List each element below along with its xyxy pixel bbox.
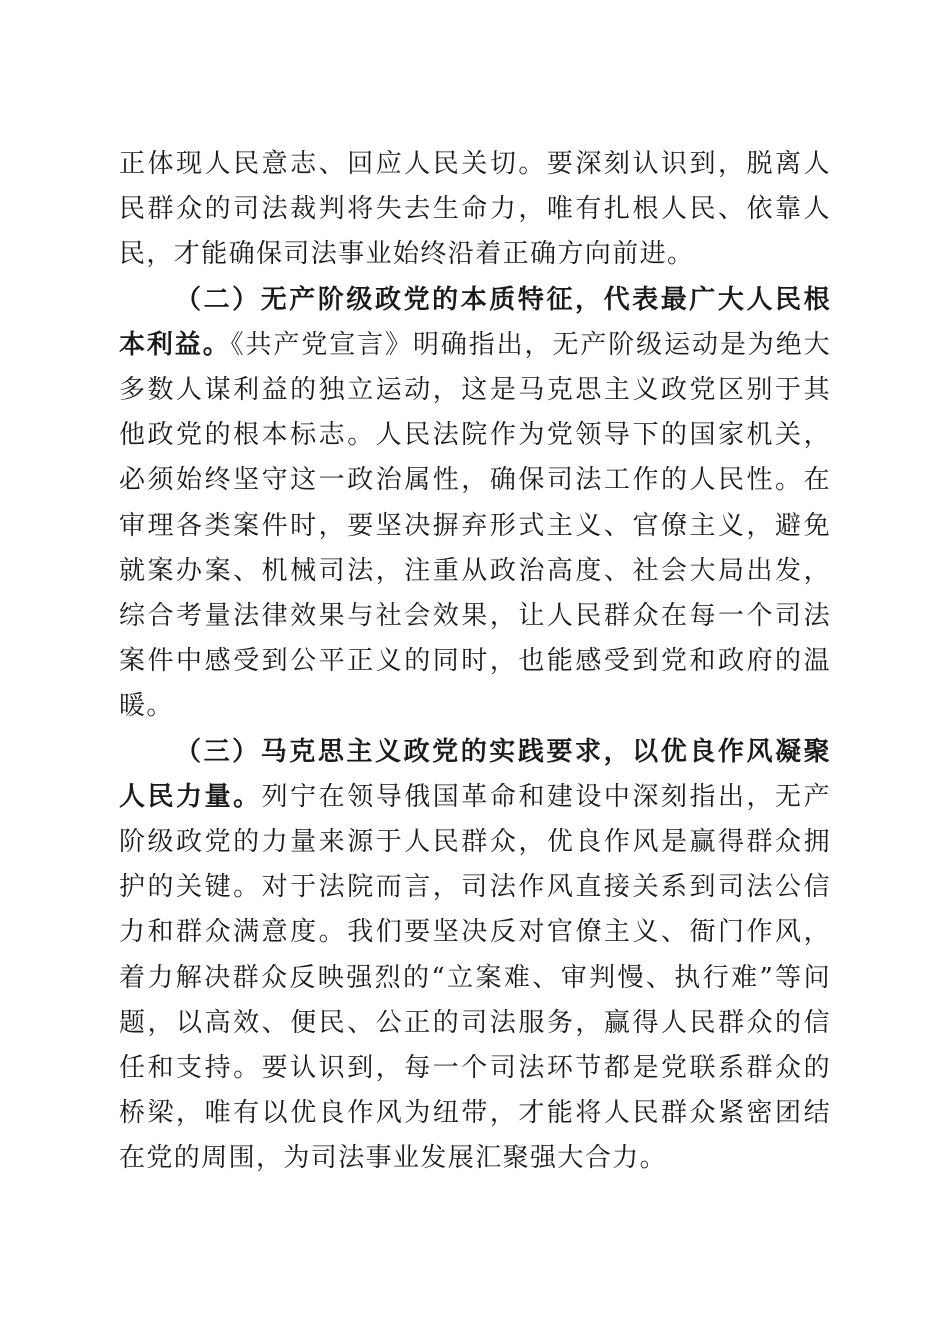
paragraph-body: 列宁在领导俄国革命和建设中深刻指出，无产阶级政党的力量来源于人民群众，优良作风是赢得群众拥护的关键。对于法院而言，司法作风直接关系到司法公信力和群众满意度。我们要坚决反对官僚主义、衙门作风，着力解决群众反映强烈的“立案难、审判慢、执行难”等问题，以高效、便民、公正的司法服务，赢得人民群众的信任和支持。要认识到，每一个司法环节都是党联系群众的桥梁，唯有以优良作风为纽带，才能将人民群众紧密团结在党的周围，为司法事业发展汇聚强大合力。 <box>119 781 831 1174</box>
paragraph-section-two <box>119 278 831 730</box>
section-heading: （三）马克思主义政党的实践要求，以优良作风凝聚人民力量。 <box>119 736 831 812</box>
paragraph-section-three <box>119 730 831 1182</box>
section-heading: （二）无产阶级政党的本质特征，代表最广大人民根本利益。 <box>119 284 831 360</box>
paragraph-body: 正体现人民意志、回应人民关切。要深刻认识到，脱离人民群众的司法裁判将失去生命力，唯有扎根人民、依靠人民，才能确保司法事业始终沿着正确方向前进。 <box>119 149 831 270</box>
paragraph-body: 《共产党宣言》明确指出，无产阶级运动是为绝大多数人谋利益的独立运动，这是马克思主义政党区别于其他政党的根本标志。人民法院作为党领导下的国家机关，必须始终坚守这一政治属性，确保司法工作的人民性。在审理各类案件时，要坚决摒弃形式主义、官僚主义，避免就案办案、机械司法，注重从政治高度、社会大局出发，综合考量法律效果与社会效果，让人民群众在每一个司法案件中感受到公平正义的同时，也能感受到党和政府的温暖。 <box>119 329 831 722</box>
paragraph-continuation <box>119 142 831 278</box>
document-body <box>119 142 831 1182</box>
